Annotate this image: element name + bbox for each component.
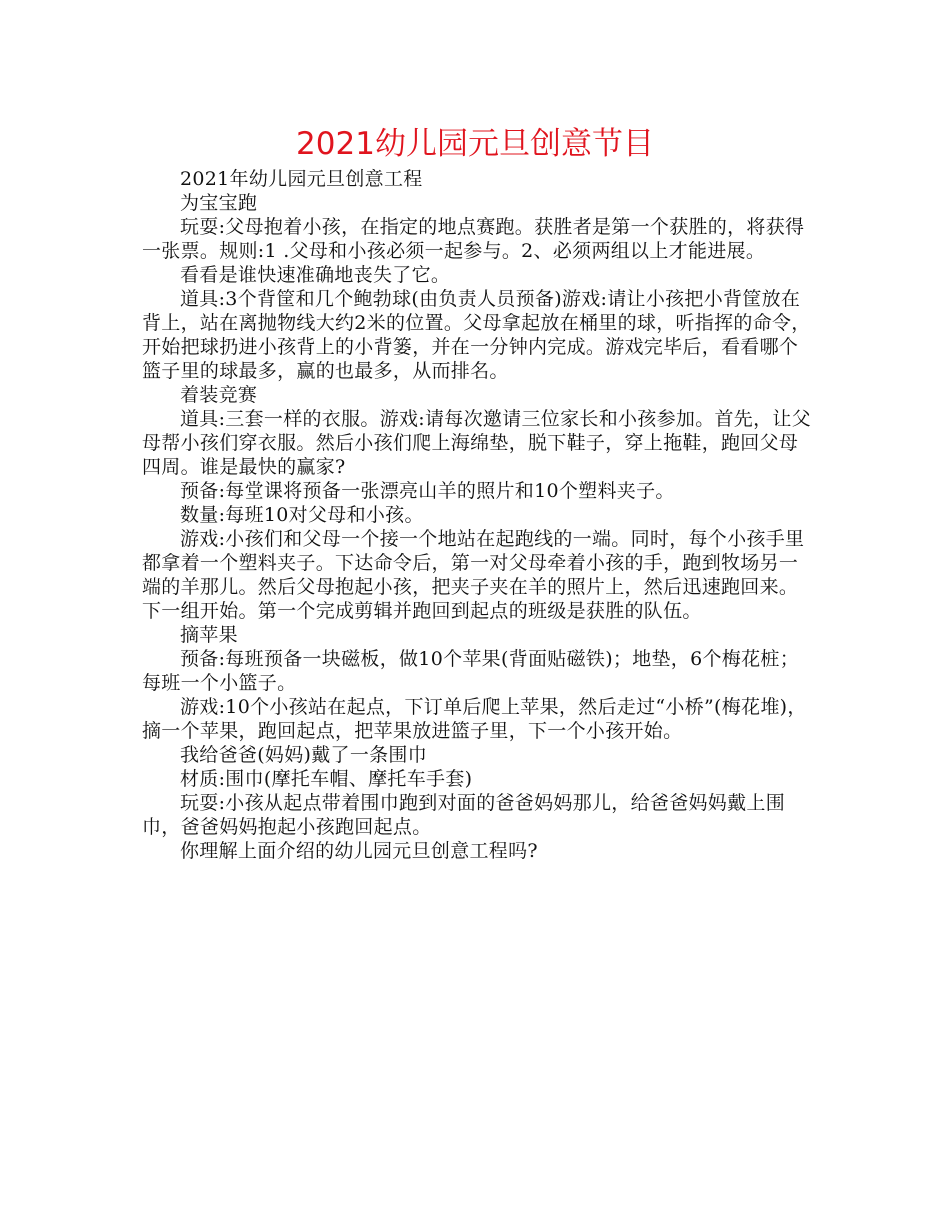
document-title: 2021幼儿园元旦创意节目: [296, 126, 654, 162]
paragraph-scarf-play: 玩耍:小孩从起点带着围巾跑到对面的爸爸妈妈那儿，给爸爸妈妈戴上围巾，爸爸妈妈抱起小孩跑回起点。: [142, 792, 786, 838]
paragraph-apple-game: 游戏:10个小孩站在起点，下订单后爬上苹果，然后走过“小桥”(梅花堆)，摘一个苹果，跑回起点，把苹果放进篮子里，下一个小孩开始。: [142, 696, 807, 742]
section-heading-run-for-baby: 为宝宝跑: [180, 192, 258, 214]
paragraph-prepare-goat-photo: 预备:每堂课将预备一张漂亮山羊的照片和10个塑料夹子。: [180, 480, 675, 502]
paragraph-prepare-magnetic-board: 预备:每班预备一块磁板，做10个苹果(背面贴磁铁)；地垫，6个梅花桩；每班一个小篮子。: [142, 648, 799, 694]
paragraph-scarf-material: 材质:围巾(摩托车帽、摩托车手套): [180, 768, 473, 790]
section-heading-scarf: 我给爸爸(妈妈)戴了一条围巾: [180, 744, 428, 766]
paragraph-quantity: 数量:每班10对父母和小孩。: [180, 504, 424, 526]
section-heading-pick-apples: 摘苹果: [180, 624, 238, 646]
paragraph-who-is-fastest: 看看是谁快速准确地丧失了它。: [180, 264, 451, 286]
section-heading-dressing-contest: 着装竞赛: [180, 384, 258, 406]
paragraph-subtitle: 2021年幼儿园元旦创意工程: [180, 168, 423, 190]
paragraph-goat-game: 游戏:小孩们和父母一个接一个地站在起跑线的一端。同时，每个小孩手里都拿着一个塑料夹子。下达命令后，第一对父母牵着小孩的手，跑到牧场另一端的羊那儿。然后父母抱起小孩，把夹子夹在羊的照片上，然后迅速跑回来。下一组开始。第一个完成剪辑并跑回到起点的班级是获胜的队伍。: [142, 528, 805, 622]
document-body: [142, 167, 812, 863]
paragraph-props-basket-game: 道具:3个背筐和几个鲍勃球(由负责人员预备)游戏:请让小孩把小背筐放在背上，站在离抛物线大约2米的位置。父母拿起放在桶里的球，听指挥的命令，开始把球扔进小孩背上的小背篓，并在一分钟内完成。游戏完毕后，看看哪个篮子里的球最多，赢的也最多，从而排名。: [142, 288, 811, 382]
paragraph-play-rules: 玩耍:父母抱着小孩，在指定的地点赛跑。获胜者是第一个获胜的，将获得一张票。规则:1 .父母和小孩必须一起参与。2、必须两组以上才能进展。: [142, 216, 805, 262]
paragraph-closing-question: 你理解上面介绍的幼儿园元旦创意工程吗?: [180, 840, 538, 862]
paragraph-dressing-game: 道具:三套一样的衣服。游戏:请每次邀请三位家长和小孩参加。首先，让父母帮小孩们穿衣服。然后小孩们爬上海绵垫，脱下鞋子，穿上拖鞋，跑回父母四周。谁是最快的赢家?: [142, 408, 812, 478]
